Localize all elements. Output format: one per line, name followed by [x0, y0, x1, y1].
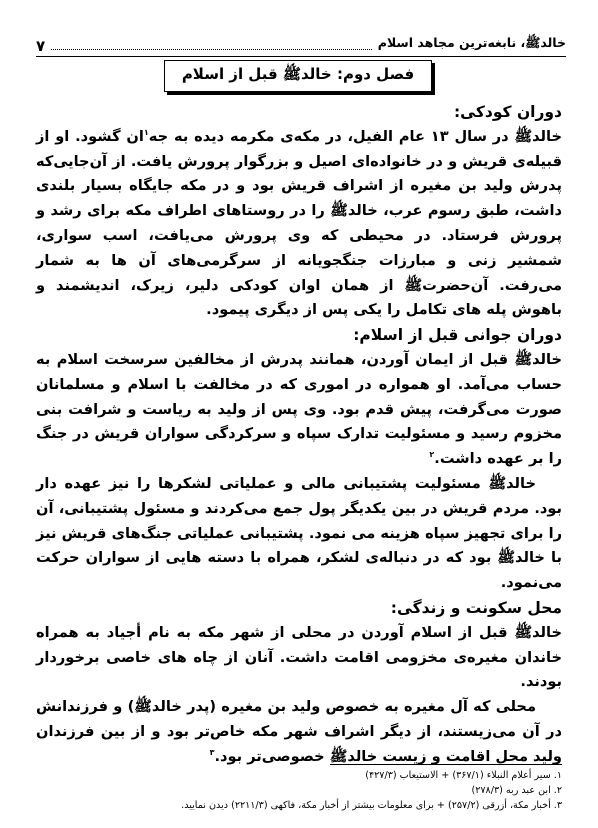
paragraph [36, 348, 562, 472]
footnote-item: ۲. ابن عبد ربه (۲۷۸/۳) [471, 785, 562, 796]
footnote-item: ۳. أخبار مکة، أزرقی (۲۵۷/۲) + برای معلومات بیشتر از أخبار مکة، فاکهی (۲۲۱۱/۳) دیدن نمایید. [181, 800, 562, 811]
body-text [36, 100, 562, 770]
chapter-title: فصل دوم: خالدﷺ قبل از اسلام [164, 60, 432, 92]
page-number: ۷ [36, 37, 46, 55]
section-heading-youth: دوران جوانی قبل از اسلام: [353, 326, 562, 345]
paragraph [36, 472, 562, 596]
paragraph [36, 125, 562, 323]
footnotes [36, 768, 562, 813]
running-title: خالدﷺ، نابغه‌ترین مجاهد اسلام [377, 35, 566, 50]
footnote-marker: ۱ [143, 127, 149, 137]
paragraph-text: خالدﷺ قبل از اسلام آوردن در محلی از شهر مکه به نام أجیاد به همراه خاندان مغیره‌ی مخزومی اقامت داشت. آنان از چاه های خاصی برخوردار بودند. [36, 623, 562, 691]
paragraph [36, 695, 562, 769]
running-header [36, 34, 566, 57]
section-heading-childhood: دوران کودکی: [453, 103, 562, 121]
section-heading-residence: محل سکونت و زندگی: [390, 598, 562, 617]
paragraph-text: خالدﷺ قبل از ایمان آوردن، همانند پدرش از مخالفین سرسخت اسلام به حساب می‌آمد. او همواره در اموری که در مخالفت با اسلام و مسلمانان صورت می‌گرفت، پیش قدم بود. وی پس از ولید به ریاست و شرافت بنی مخزوم رسید و مسئولیت تدارک سپاه و سرکردگی سواران قریش در جنگ را بر عهده داشت. [36, 350, 562, 468]
header-dotted-leader [51, 49, 372, 50]
paragraph-text: خالدﷺ مسئولیت پشتیبانی مالی و عملیاتی لشکرها را نیز عهده دار بود. مردم قریش در بین یکدیگر پول جمع می‌کردند و مسئول پشتیبانی، آن را برای تجهیز سپاه هزینه می نمود. پشتیبانی عملیاتی جنگ‌های قریش نیز با خالدﷺ بود که در دنباله‌ی لشکر، همراه با دسته هایی از سواران حرکت می‌نمود. [36, 474, 562, 592]
paragraph-text-part-1: خالدﷺ در سال ۱۳ عام الفیل، در مکه‌ی مکرمه دیده به جه [148, 127, 562, 145]
footnote-marker: ۳ [209, 747, 215, 757]
paragraph-text-part-2: ان گشود. او از قبیله‌ی قریش و در خانواده‌ای اصیل و بزرگوار پرورش یافت. از آن‌جایی‌که پدرش ولید بن مغیره از اشراف قریش بود و در مکه جایگاه بسیار بلندی داشت، طبق رسوم عرب، خالدﷺ را در روستاهای اطراف مکه برای رشد و پرورش فرستاد. در محیطی که وی پرورش می‌یافت، اسب سواری، شمشیر زنی و مبارزات جنگجویانه از سرگرمی‌های آن ها به شمار می‌رفت. آن‌حضرتﷺ از همان اوان کودکی دلیر، زیرک، اندیشمند و باهوش پله های تکامل را یکی پس از دیگری پیمود. [36, 127, 562, 319]
footnote-separator [330, 764, 562, 765]
footnote-item: ۱. سیر أعلام النبلاء (۳۶۷/۱) + الاستیعاب (۴۲۷/۳) [365, 770, 562, 781]
paragraph-text: محلی که آل مغیره به خصوص ولید بن مغیره (پدر خالدﷺ) و فرزندانش در آن می‌زیستند، از دیگر اشراف شهر مکه خاص‌تر بود و از بین فرزندان ولید محل اقامت و زیست خالدﷺ خصوصی‌تر بود. [36, 698, 562, 765]
footnote-marker: ۲ [429, 450, 435, 460]
paragraph [36, 621, 562, 695]
